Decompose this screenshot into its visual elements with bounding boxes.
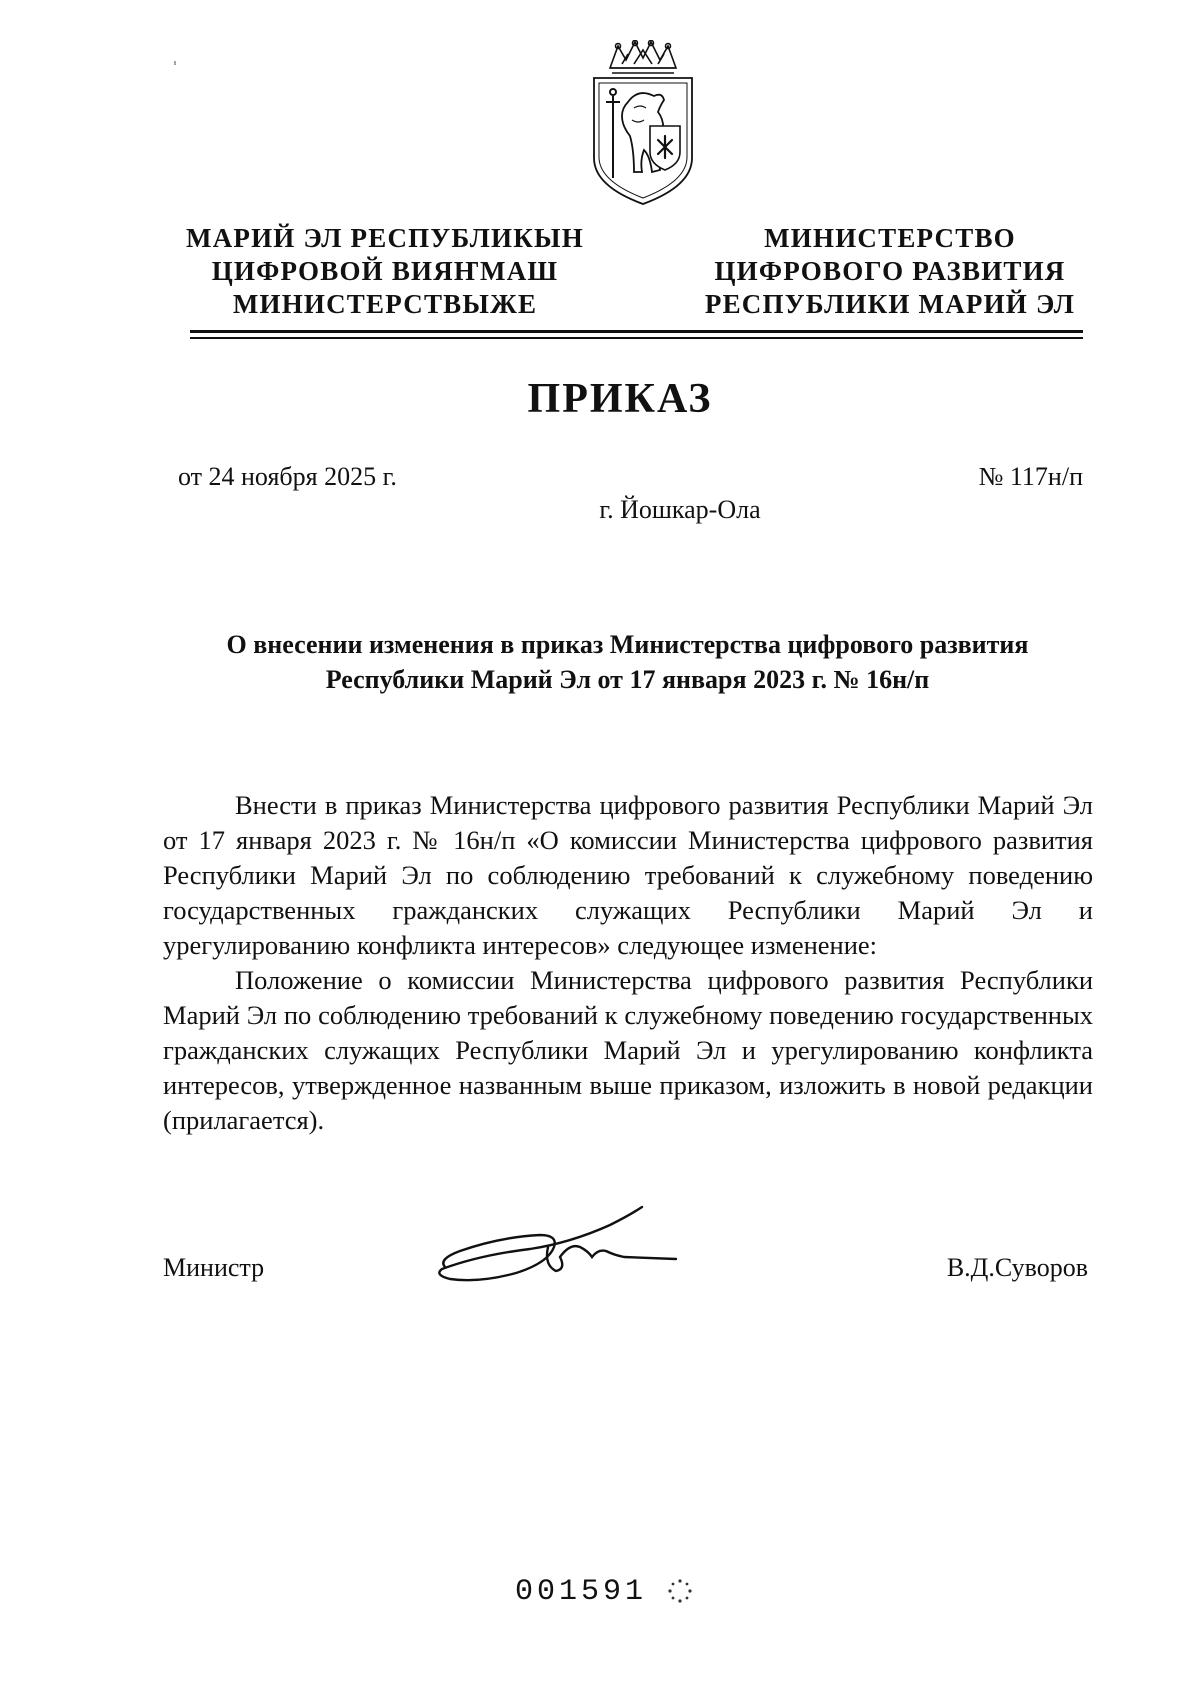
order-city: г. Йошкар-Ола bbox=[599, 495, 761, 524]
document-title-wrap bbox=[0, 375, 1200, 423]
header-right-line-1: МИНИСТЕРСТВО bbox=[764, 223, 1016, 253]
body-paragraph-1: Внести в приказ Министерства цифрового развития Республики Марий Эл от 17 января 2023 г. № 16н/п «О комиссии Министерства цифрового развития Республики Марий Эл по соблюдению требований к служебному поведению государственных гражданских служащих Республики Марий Эл и урегулированию конфликта интересов» следующее изменение: bbox=[163, 790, 1093, 960]
header-left-line-2: ЦИФРОВОЙ ВИЯҤМАШ bbox=[211, 256, 559, 286]
header-right-block bbox=[700, 222, 1080, 321]
order-subject bbox=[160, 627, 1095, 697]
header-left-block bbox=[175, 222, 595, 321]
subject-line-1: О внесении изменения в приказ Министерства цифрового развития bbox=[226, 630, 1029, 659]
handwritten-signature-icon bbox=[420, 1185, 740, 1290]
dot-rosette-icon bbox=[666, 1577, 694, 1605]
subject-line-2: Республики Марий Эл от 17 января 2023 г. № 16н/п bbox=[325, 665, 930, 694]
header-rule-thick bbox=[190, 330, 1083, 333]
signatory-name: В.Д.Суворов bbox=[946, 1253, 1088, 1282]
header-right-line-3: РЕСПУБЛИКИ МАРИЙ ЭЛ bbox=[704, 289, 1076, 319]
document-title: ПРИКАЗ bbox=[527, 376, 713, 422]
body-paragraph-2: Положение о комиссии Министерства цифрового развития Республики Марий Эл по соблюдению требований к служебному поведению государственных гражданских служащих Республики Марий Эл и урегулированию конфликта интересов, утвержденное названным выше приказом, изложить в новой редакции (прилагается). bbox=[163, 965, 1093, 1135]
order-date: от 24 ноября 2025 г. bbox=[178, 462, 397, 491]
header-left-line-3: МИНИСТЕРСТВЫЖЕ bbox=[232, 289, 538, 319]
coat-of-arms-icon bbox=[588, 40, 698, 210]
signatory-role: Министр bbox=[163, 1253, 265, 1282]
header-rule-thin bbox=[190, 337, 1083, 339]
order-number: № 117н/п bbox=[978, 462, 1083, 491]
header-left-line-1: МАРИЙ ЭЛ РЕСПУБЛИКЫН bbox=[186, 223, 584, 253]
header-right-line-2: ЦИФРОВОГО РАЗВИТИЯ bbox=[714, 256, 1066, 286]
stray-dot-mark bbox=[173, 61, 177, 65]
order-body bbox=[163, 788, 1093, 1138]
order-city-wrap bbox=[0, 495, 1200, 525]
serial-number: 001591 bbox=[515, 1575, 648, 1609]
